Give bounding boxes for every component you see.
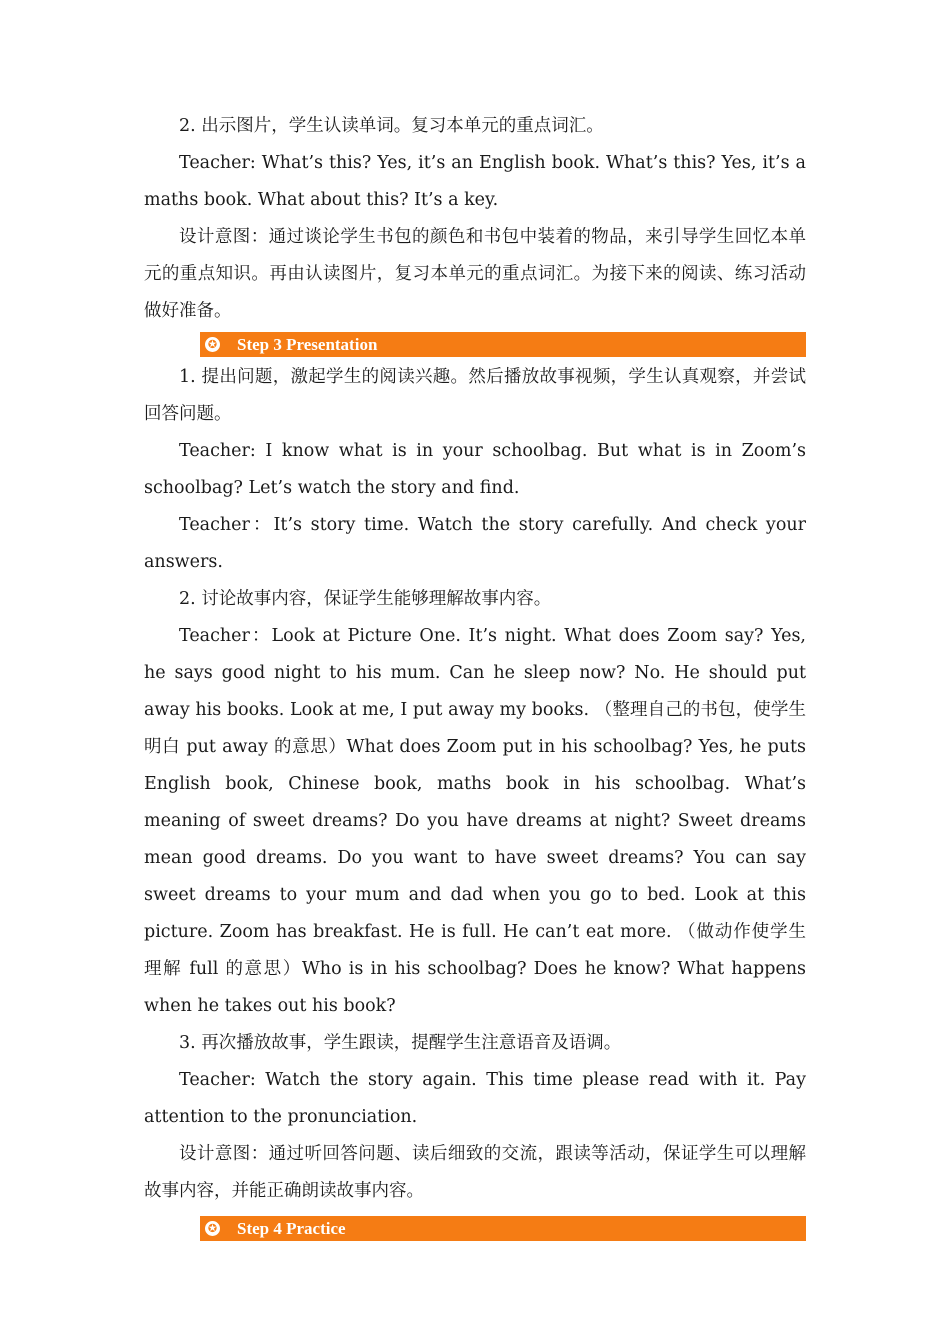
- step-4-label: Step 4 Practice: [237, 1219, 346, 1238]
- step-3-label: Step 3 Presentation: [237, 335, 378, 354]
- paragraph-teacher-schoolbag: Teacher: I know what is in your schoolbag. But what is in Zoom’s schoolbag? Let’s watch the story and find.: [144, 441, 806, 498]
- paragraph-teacher-picture-one: Teacher：Look at Picture One. It’s night. What does Zoom say? Yes, he says good night to his mum. Can he sleep now? No. He should put away his books. Look at me, I put away my books. （整理自己的书包，使学生明白 put away 的意思）What does Zoom put in his schoolbag? Yes, he puts English book, Chinese book, maths book in his schoolbag. What’s meaning of sweet dreams? Do you have dreams at night? Sweet dreams mean good dreams. Do you want to have sweet dreams? You can say sweet dreams to your mum and dad when you go to bed. Look at this picture. Zoom has breakfast. He is full. He can’t eat more. （做动作使学生理解 full 的意思）Who is in his schoolbag? Does he know? What happens when he takes out his book?: [144, 626, 806, 1016]
- paragraph-step3-item3: 3. 再次播放故事，学生跟读，提醒学生注意语音及语调。: [179, 1033, 622, 1053]
- step-3-heading: [200, 332, 806, 357]
- paragraph-step3-item2: 2. 讨论故事内容，保证学生能够理解故事内容。: [179, 589, 552, 609]
- paragraph-teacher-whats-this: Teacher: What’s this? Yes, it’s an English book. What’s this? Yes, it’s a maths book. What about this? It’s a key.: [144, 153, 806, 210]
- paragraph-teacher-story-time: Teacher：It’s story time. Watch the story carefully. And check your answers.: [144, 515, 806, 572]
- star-badge-icon: ✪: [205, 1221, 220, 1236]
- paragraph-teacher-watch-again: Teacher: Watch the story again. This time please read with it. Pay attention to the pronunciation.: [144, 1070, 806, 1127]
- paragraph-step2-item2: 2. 出示图片，学生认读单词。复习本单元的重点词汇。: [179, 116, 604, 136]
- step-4-heading: [200, 1216, 806, 1241]
- paragraph-design-intent-1: 设计意图：通过谈论学生书包的颜色和书包中装着的物品，来引导学生回忆本单元的重点知识。再由认读图片，复习本单元的重点词汇。为接下来的阅读、练习活动做好准备。: [144, 227, 806, 321]
- document-page: [144, 108, 806, 1243]
- paragraph-design-intent-2: 设计意图：通过听回答问题、读后细致的交流，跟读等活动，保证学生可以理解故事内容，并能正确朗读故事内容。: [144, 1144, 806, 1201]
- paragraph-step3-item1: 1. 提出问题，激起学生的阅读兴趣。然后播放故事视频，学生认真观察，并尝试回答问题。: [144, 367, 806, 424]
- star-badge-icon: ✪: [205, 337, 220, 352]
